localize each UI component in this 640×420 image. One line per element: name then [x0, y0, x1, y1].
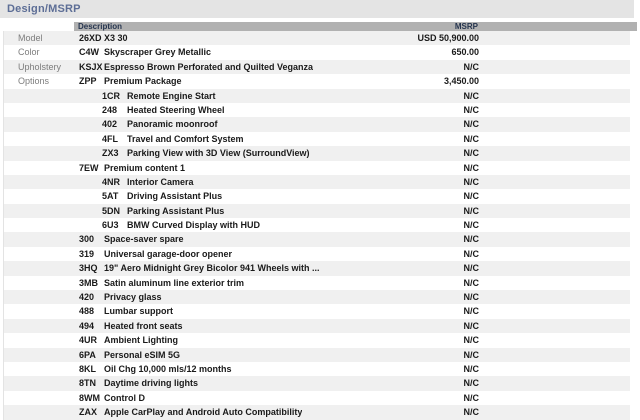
- option-main-cell: [79, 405, 401, 419]
- msrp-value: N/C: [463, 320, 479, 331]
- option-code: 402: [102, 119, 118, 130]
- option-code: 6PA: [79, 349, 96, 360]
- msrp-value: N/C: [463, 335, 479, 346]
- option-code: 248: [102, 104, 118, 115]
- option-code: 3MB: [79, 277, 99, 288]
- option-code: 8KL: [79, 363, 97, 374]
- option-code: ZX3: [102, 148, 119, 159]
- table-row: [4, 31, 630, 45]
- option-description: Heated Steering Wheel: [127, 104, 225, 115]
- option-main-cell: [79, 161, 401, 175]
- option-description: Interior Camera: [127, 176, 194, 187]
- table-row: [4, 204, 630, 218]
- option-description: Personal eSIM 5G: [104, 349, 181, 360]
- table-row: [4, 146, 630, 160]
- msrp-value: USD 50,900.00: [417, 33, 479, 43]
- option-code: 4NR: [102, 176, 121, 187]
- table-row: [4, 175, 630, 189]
- option-description: Remote Engine Start: [127, 90, 216, 101]
- option-description: BMW Curved Display with HUD: [127, 220, 261, 231]
- option-description: Premium content 1: [104, 162, 186, 173]
- option-code: 420: [79, 292, 95, 303]
- option-main-cell: [79, 60, 401, 74]
- option-main-cell: [79, 204, 401, 218]
- option-code: 26XD: [79, 33, 102, 43]
- msrp-value: N/C: [463, 176, 479, 187]
- option-main-cell: [79, 290, 401, 304]
- option-main-cell: [79, 218, 401, 232]
- table-row: [4, 362, 630, 376]
- option-code: 1CR: [102, 90, 121, 101]
- msrp-value: N/C: [463, 248, 479, 259]
- msrp-value: N/C: [463, 378, 479, 389]
- option-code: 494: [79, 320, 95, 331]
- option-code: 6U3: [102, 220, 119, 231]
- msrp-value: 650.00: [451, 47, 479, 58]
- title-band: [0, 0, 634, 18]
- msrp-value: 3,450.00: [443, 76, 479, 87]
- table-row: [4, 45, 630, 59]
- msrp-value: N/C: [463, 277, 479, 288]
- option-main-cell: [79, 247, 401, 261]
- page-title: Design/MSRP: [7, 3, 81, 15]
- option-description: Parking Assistant Plus: [127, 205, 225, 216]
- option-main-cell: [79, 31, 401, 45]
- option-code: 3HQ: [79, 263, 98, 274]
- table-header-row: [74, 22, 637, 31]
- option-main-cell: [79, 117, 401, 131]
- option-description: Oil Chg 10,000 mls/12 months: [104, 363, 232, 374]
- option-main-cell: [79, 391, 401, 405]
- option-description: Parking View with 3D View (SurroundView): [127, 148, 310, 159]
- option-main-cell: [79, 89, 401, 103]
- column-header-msrp: MSRP: [454, 22, 478, 31]
- option-code: 5DN: [102, 205, 121, 216]
- table-row: [4, 103, 630, 117]
- option-main-cell: [79, 175, 401, 189]
- option-main-cell: [79, 376, 401, 390]
- table-row: [4, 405, 630, 419]
- table-row: [4, 60, 630, 74]
- option-code: 300: [79, 234, 95, 245]
- option-main-cell: [79, 261, 401, 275]
- option-code: 488: [79, 306, 95, 317]
- option-description: Skyscraper Grey Metallic: [104, 47, 212, 58]
- option-description: Satin aluminum line exterior trim: [104, 277, 245, 288]
- option-main-cell: [79, 304, 401, 318]
- msrp-value: N/C: [463, 263, 479, 274]
- row-category-label: Upholstery: [18, 61, 62, 72]
- table-row: [4, 132, 630, 146]
- option-main-cell: [79, 362, 401, 376]
- option-description: Privacy glass: [104, 292, 162, 303]
- option-description: Panoramic moonroof: [127, 119, 218, 130]
- option-description: Espresso Brown Perforated and Quilted Veganza: [104, 61, 314, 72]
- msrp-value: N/C: [463, 162, 479, 173]
- option-main-cell: [79, 146, 401, 160]
- option-main-cell: [79, 348, 401, 362]
- row-category-label: Options: [18, 76, 50, 87]
- option-code: 5AT: [102, 191, 119, 202]
- table-row: [4, 348, 630, 362]
- msrp-value: N/C: [463, 234, 479, 245]
- table-row: [4, 376, 630, 390]
- option-description: Lumbar support: [104, 306, 173, 317]
- table-row: [4, 117, 630, 131]
- option-main-cell: [79, 74, 401, 88]
- option-description: Premium Package: [104, 76, 182, 87]
- option-code: 4FL: [102, 133, 119, 144]
- table-row: [4, 89, 630, 103]
- option-code: KSJX: [79, 61, 103, 72]
- option-main-cell: [79, 103, 401, 117]
- option-description: Driving Assistant Plus: [127, 191, 223, 202]
- msrp-value: N/C: [463, 220, 479, 231]
- option-description: Heated front seats: [104, 320, 183, 331]
- option-description: 19" Aero Midnight Grey Bicolor 941 Wheels with ...: [104, 263, 320, 274]
- option-main-cell: [79, 132, 401, 146]
- option-description: X3 30: [104, 33, 128, 43]
- option-main-cell: [79, 319, 401, 333]
- option-main-cell: [79, 232, 401, 246]
- table-row: [4, 232, 630, 246]
- table-row: [4, 261, 630, 275]
- row-category-label: Color: [18, 47, 40, 58]
- table-row: [4, 333, 630, 347]
- msrp-value: N/C: [463, 148, 479, 159]
- options-table: [3, 31, 630, 420]
- msrp-value: N/C: [463, 363, 479, 374]
- msrp-value: N/C: [463, 407, 479, 418]
- option-code: ZPP: [79, 76, 97, 87]
- table-row: [4, 319, 630, 333]
- msrp-value: N/C: [463, 306, 479, 317]
- msrp-value: N/C: [463, 90, 479, 101]
- table-row: [4, 74, 630, 88]
- option-description: Daytime driving lights: [104, 378, 199, 389]
- table-row: [4, 391, 630, 405]
- option-code: ZAX: [79, 407, 97, 418]
- option-code: 7EW: [79, 162, 99, 173]
- option-main-cell: [79, 333, 401, 347]
- msrp-value: N/C: [463, 292, 479, 303]
- table-row: [4, 218, 630, 232]
- msrp-value: N/C: [463, 191, 479, 202]
- option-main-cell: [79, 45, 401, 59]
- msrp-value: N/C: [463, 104, 479, 115]
- option-code: C4W: [79, 47, 99, 58]
- msrp-value: N/C: [463, 61, 479, 72]
- table-row: [4, 276, 630, 290]
- row-category-label: Model: [18, 33, 43, 43]
- column-header-description: Description: [78, 22, 123, 31]
- option-description: Travel and Comfort System: [127, 133, 244, 144]
- msrp-value: N/C: [463, 205, 479, 216]
- table-row: [4, 189, 630, 203]
- option-description: Space-saver spare: [104, 234, 184, 245]
- option-code: 8TN: [79, 378, 97, 389]
- table-row: [4, 290, 630, 304]
- option-code: 4UR: [79, 335, 98, 346]
- option-code: 319: [79, 248, 95, 259]
- option-main-cell: [79, 189, 401, 203]
- option-code: 8WM: [79, 392, 100, 403]
- table-row: [4, 247, 630, 261]
- msrp-value: N/C: [463, 349, 479, 360]
- msrp-value: N/C: [463, 133, 479, 144]
- option-description: Universal garage-door opener: [104, 248, 233, 259]
- option-description: Ambient Lighting: [104, 335, 178, 346]
- option-description: Apple CarPlay and Android Auto Compatibility: [104, 407, 303, 418]
- option-main-cell: [79, 276, 401, 290]
- option-description: Control D: [104, 392, 145, 403]
- msrp-value: N/C: [463, 392, 479, 403]
- msrp-value: N/C: [463, 119, 479, 130]
- table-row: [4, 161, 630, 175]
- table-row: [4, 304, 630, 318]
